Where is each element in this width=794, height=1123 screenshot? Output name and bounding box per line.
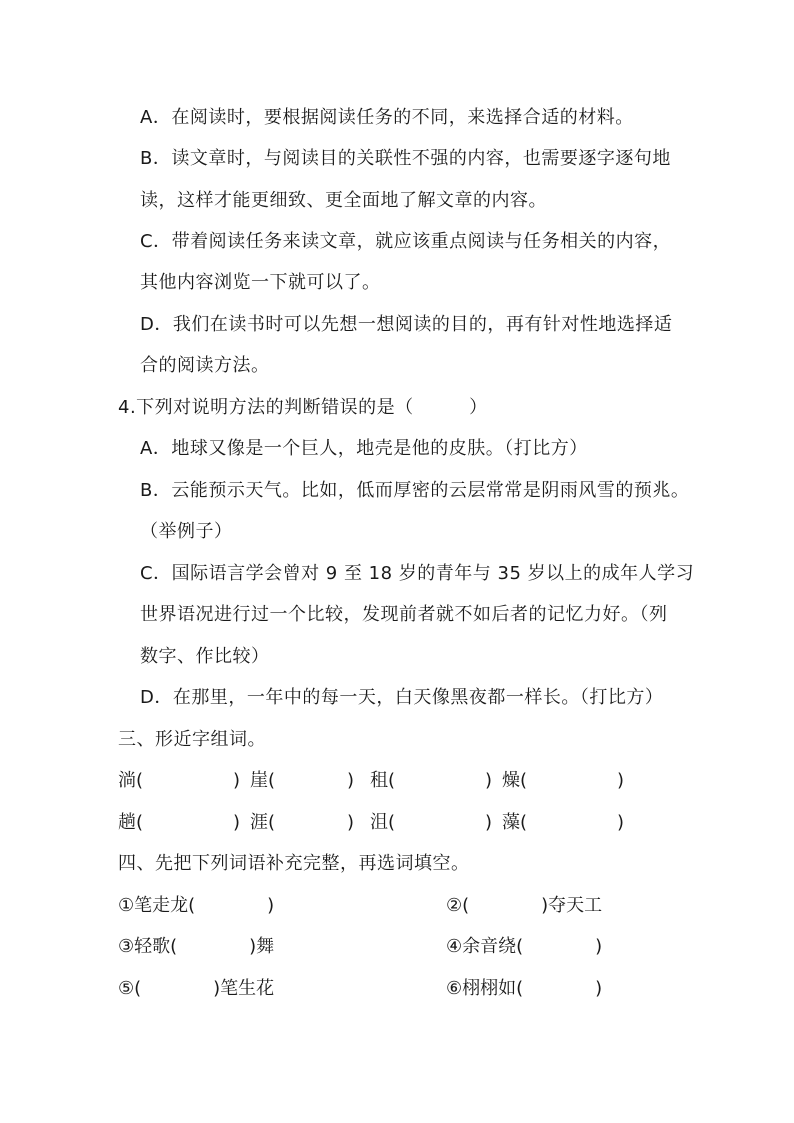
section3-title: 三、形近字组词。 bbox=[118, 729, 266, 750]
section4-row1 bbox=[118, 894, 638, 918]
word-blank[interactable]: 崖( ) bbox=[250, 770, 355, 791]
q4-option-d: D．在那里，一年中的每一天，白天像黑夜都一样长。（打比方） bbox=[140, 687, 664, 708]
word-blank[interactable]: 淌( ) bbox=[118, 770, 241, 791]
q3-option-a: A．在阅读时，要根据阅读任务的不同，来选择合适的材料。 bbox=[140, 107, 634, 128]
q4-option-b-line1: B．云能预示天气。比如，低而厚密的云层常常是阴雨风雪的预兆。 bbox=[140, 480, 690, 501]
idiom-blank[interactable]: ④余音绕( ) bbox=[446, 936, 603, 957]
section4-row2 bbox=[118, 935, 638, 959]
q3-option-b-line1: B．读文章时，与阅读目的关联性不强的内容，也需要逐字逐句地 bbox=[140, 148, 671, 169]
word-blank[interactable]: 涯( ) bbox=[250, 812, 355, 833]
idiom-blank[interactable]: ⑥栩栩如( ) bbox=[446, 978, 603, 999]
q4-option-c-line3: 数字、作比较） bbox=[140, 646, 270, 667]
q4-option-a: A．地球又像是一个巨人，地壳是他的皮肤。（打比方） bbox=[140, 438, 588, 459]
q3-option-b-line2: 读，这样才能更细致、更全面地了解文章的内容。 bbox=[140, 190, 547, 211]
q3-option-d-line1: D．我们在读书时可以先想一想阅读的目的，再有针对性地选择适 bbox=[140, 314, 673, 335]
idiom-blank[interactable]: ②( )夺天工 bbox=[446, 895, 603, 916]
word-blank[interactable]: 沮( ) bbox=[370, 812, 493, 833]
q4-option-c-line1: C．国际语言学会曾对 9 至 18 岁的青年与 35 岁以上的成年人学习 bbox=[140, 563, 695, 584]
q3-option-c-line1: C．带着阅读任务来读文章，就应该重点阅读与任务相关的内容， bbox=[140, 231, 672, 252]
word-blank[interactable]: 藻( ) bbox=[502, 812, 625, 833]
section4-row3 bbox=[118, 977, 638, 1001]
section3-row2 bbox=[118, 811, 678, 835]
idiom-blank[interactable]: ①笔走龙( ) bbox=[118, 895, 275, 916]
section4-title: 四、先把下列词语补充完整，再选词填空。 bbox=[118, 853, 470, 874]
q4-option-c-line2: 世界语况进行过一个比较，发现前者就不如后者的记忆力好。（列 bbox=[140, 604, 668, 625]
word-blank[interactable]: 租( ) bbox=[370, 770, 493, 791]
section3-row1 bbox=[118, 769, 678, 793]
q4-option-b-line2: （举例子） bbox=[140, 521, 233, 542]
q3-option-c-line2: 其他内容浏览一下就可以了。 bbox=[140, 272, 381, 293]
idiom-blank[interactable]: ⑤( )笔生花 bbox=[118, 978, 275, 999]
q4-stem: 4.下列对说明方法的判断错误的是（ ） bbox=[118, 397, 488, 418]
idiom-blank[interactable]: ③轻歌( )舞 bbox=[118, 936, 275, 957]
word-blank[interactable]: 趟( ) bbox=[118, 812, 241, 833]
word-blank[interactable]: 燥( ) bbox=[502, 770, 625, 791]
q3-option-d-line2: 合的阅读方法。 bbox=[140, 355, 270, 376]
